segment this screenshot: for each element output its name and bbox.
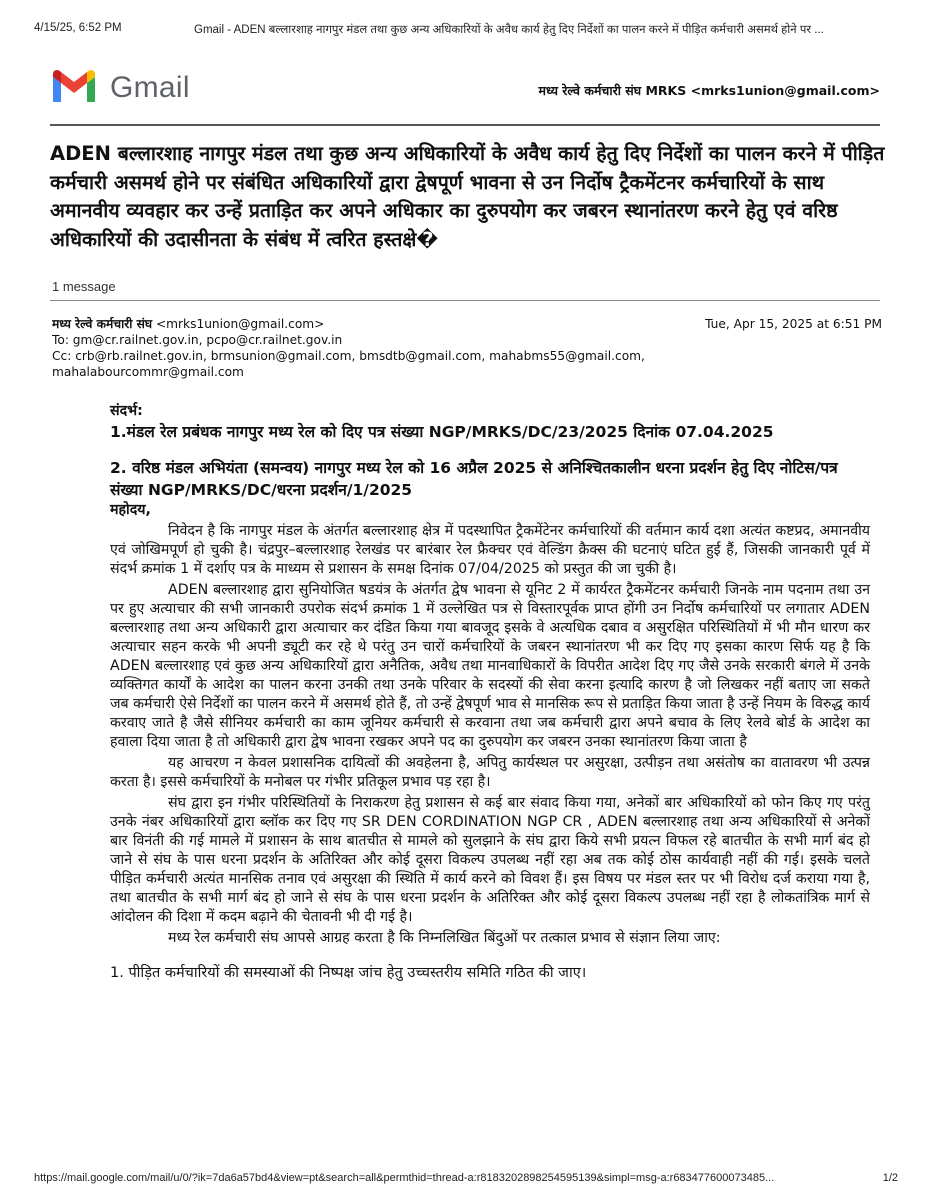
header-divider <box>50 124 880 126</box>
gmail-brand[interactable] <box>50 66 190 110</box>
demand-point-1: 1. पीड़ित कर्मचारियों की समस्याओं की निष्पक्ष जांच हेतु उच्चस्तरीय समिति गठित की जाए। <box>110 965 587 981</box>
paragraph-3: यह आचरण न केवल प्रशासनिक दायित्वों की अवहेलना है, अपितु कार्यस्थल पर असुरक्षा, उत्पीड़न तथा असंतोष का वातावरण भी उत्पन्न करता है। इससे कर्मचारियों के मनोबल पर गंभीर प्रतिकूल प्रभाव पड़ रहा है। <box>110 755 870 790</box>
message-body <box>110 402 870 983</box>
paragraph-5: मध्य रेल कर्मचारी संघ आपसे आग्रह करता है कि निम्नलिखित बिंदुओं पर तत्काल प्रभाव से संज्ञान लिया जाए: <box>168 930 721 946</box>
account-label: मध्य रेल्वे कर्मचारी संघ MRKS <mrks1union@gmail.com> <box>538 83 880 98</box>
message-header <box>52 316 882 380</box>
gmail-wordmark: Gmail <box>110 71 190 104</box>
message-count: 1 message <box>52 279 116 294</box>
print-timestamp: 4/15/25, 6:52 PM <box>34 22 122 34</box>
print-page-title: Gmail - ADEN बल्लारशाह नागपुर मंडल तथा कुछ अन्य अधिकारियों के अवैध कार्य हेतु दिए निर्देशों का पालन करने में पीड़ित कर्मचारी असमर्थ होने पर ... <box>194 24 824 36</box>
salutation: महोदय, <box>110 502 151 518</box>
to-row: To: gm@cr.railnet.gov.in, pcpo@cr.railnet.gov.in <box>52 333 343 347</box>
paragraph-2: ADEN बल्लारशाह द्वारा सुनियोजित षडयंत्र के अंतर्गत द्वेष भावना से यूनिट 2 में कार्यरत ट्रैकमेंटनर कर्मचारी जिनके नाम पदनाम तथा उन पर हुए अत्याचार की सभी जानकारी उपरोक संदर्भ क्रमांक 1 में उल्लेखित पत्र से विस्तारपूर्वक प्राप्त होंगी उन निर्दोष कर्मचारियों पर लगातार ADEN बल्लारशाह तथा अन्य अधिकारी द्वारा अत्याचार कर दंडित किया गया बावजूद इसके वे अत्यधिक दबाव व असुरक्षित परिस्थितियों में भी मौन धारण कर अत्याचार सहन करके भी अपनी ड्यूटी कर रहे थे परंतु उन चारों कर्मचारियों के जबरन स्थानांतरण भी कर दिए गए इसका कारण सिर्फ यह है कि ADEN बल्लारशाह एवं कुछ अन्य अधिकारियों द्वारा अनैतिक, अवैध तथा मानवाधिकारों के विपरीत आदेश दिए गए जैसे उनके सरकारी बंगले में उनके व्यक्तिगत कार्यों के आदेश का पालन करना उनकी तथा उनके परिवार के सदस्यों की सेवा करना इत्यादि कारण है जो लिखकर नहीं बताए जा सकते जब कर्मचारी ऐसे निर्देशों का पालन करने में असमर्थ होते हैं, तो उन्हें द्वेषपूर्ण भाव से मानसिक रूप से प्रताड़ित किया जाता है उन्हें नियम के विरुद्ध कार्य करवाए जाते है जैसे सीनियर कर्मचारी का काम जूनियर कर्मचारी से करवाना तथा जब कर्मचारी द्वारा अपने बचाव के लिए रेलवे बोर्ड के आदेश का हवाला दिया जाता है तो अधिकारी द्वारा द्वेष भावना रखकर अपने पद का दुरुपयोग कर जबरन उनका स्थानांतरण किया जाता है <box>110 582 870 750</box>
email-subject: ADEN बल्लारशाह नागपुर मंडल तथा कुछ अन्य अधिकारियों के अवैध कार्य हेतु दिए निर्देशों का पालन करने में पीड़ित कर्मचारी असमर्थ होने पर संबंधित अधिकारियों द्वारा द्वेषपूर्ण भावना से उन निर्दोष ट्रैकमेंटनर कर्मचारियों के साथ अमानवीय व्यवहार कर उन्हें प्रताड़ित कर अपने अधिकार का दुरुपयोग कर जबरन स्थानांतरण करने हेतु एवं वरिष्ठ अधिकारियों की उदासीनता के संबंध में त्वरित हस्तक्षे� <box>50 142 885 251</box>
gmail-logo-icon <box>50 68 98 108</box>
subject-divider <box>50 300 880 301</box>
page-number: 1/2 <box>882 1172 898 1184</box>
reference-1: 1.मंडल रेल प्रबंधक नागपुर मध्य रेल को दिए पत्र संख्या NGP/MRKS/DC/23/2025 दिनांक 07.04.2025 <box>110 423 774 441</box>
reference-2: 2. वरिष्ठ मंडल अभियंता (समन्वय) नागपुर मध्य रेल को 16 अप्रैल 2025 से अनिश्चितकालीन धरना प्रदर्शन हेतु दिए नोटिस/पत्र संख्या NGP/MRKS/DC/धरना प्रदर्शन/1/2025 <box>110 459 838 499</box>
paragraph-1: निवेदन है कि नागपुर मंडल के अंतर्गत बल्लारशाह क्षेत्र में पदस्थापित ट्रैकमेंटेनर कर्मचारियों की वर्तमान कार्य दशा अत्यंत कष्टप्रद, अमानवीय एवं जोखिमपूर्ण हो चुकी है। चंद्रपुर–बल्लारशाह रेलखंड पर बारंबार रेल फ्रैक्चर एवं वेल्डिंग क्रैक्स की घटनाएं घटित हुई हैं, जिसकी जानकारी पूर्व में संदर्भ क्रमांक 1 में दर्शाए पत्र के माध्यम से प्रशासन के समक्ष दिनांक 07/04/2025 को प्रस्तुत की जा चुकी है। <box>110 523 870 577</box>
sender-email[interactable]: <mrks1union@gmail.com> <box>155 317 325 331</box>
print-url: https://mail.google.com/mail/u/0/?ik=7da6a57bd4&view=pt&search=all&permthid=thread-a:r8183202898254595139&simpl=msg-a:r683477600073485... <box>34 1172 775 1184</box>
cc-row: Cc: crb@rb.railnet.gov.in, brmsunion@gmail.com, bmsdtb@gmail.com, mahabms55@gmail.com, <box>52 349 645 363</box>
print-header <box>34 22 904 42</box>
message-date: Tue, Apr 15, 2025 at 6:51 PM <box>705 317 882 331</box>
sender-name: मध्य रेल्वे कर्मचारी संघ <box>52 317 153 331</box>
cc-row-continued: mahalabourcommr@gmail.com <box>52 365 244 379</box>
reference-heading: संदर्भ: <box>110 403 143 419</box>
paragraph-4: संघ द्वारा इन गंभीर परिस्थितियों के निराकरण हेतु प्रशासन से कई बार संवाद किया गया, अनेकों बार अधिकारियों को फोन किए गए परंतु उनके नंबर अधिकारियों द्वारा ब्लॉक कर दिए गए SR DEN CORDINATION NGP CR , ADEN बल्लारशाह तथा अन्य अधिकारियों से अनेकों बार विनंती की गई मामले में प्रशासन के साथ बातचीत से मामले को सुलझाने के संघ द्वारा किये सभी प्रयत्न विफल रहे बातचीत के सभी मार्ग बंद हो जाने से संघ के पास धरना प्रदर्शन के अतिरिक्त और कोई दूसरा विकल्प उपलब्ध नहीं रहा अब तक कोई ठोस कार्यवाही नहीं की गई। इसके चलते पीड़ित कर्मचारी अत्यंत मानसिक तनाव एवं असुरक्षा की स्थिति में कार्य करने को विवश हैं। इस विषय पर मंडल स्तर पर भी विरोध दर्ज कराया गया है, तथा बातचीत के सभी मार्ग बंद हो जाने से संघ के पास धरना प्रदर्शन के अतिरिक्त और कोई दूसरा विकल्प उपलब्ध नहीं रहा है लोकतांत्रिक मार्ग से आंदोलन की दिशा में कदम बढ़ाने की चेतावनी भी दी गई है। <box>110 795 870 925</box>
print-footer <box>34 1172 904 1190</box>
